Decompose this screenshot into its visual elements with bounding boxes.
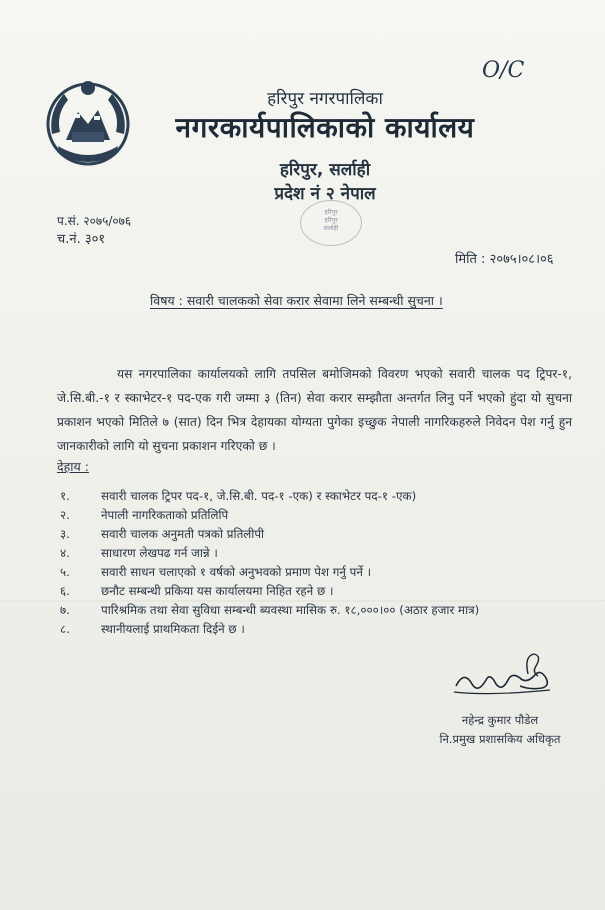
date-label: मिति : xyxy=(455,252,486,267)
list-text: सवारी साधन चलाएको १ वर्षको अनुभवको प्रमाण पेश गर्नु पर्ने । xyxy=(101,565,372,579)
list-text: नेपाली नागरिकताको प्रतिलिपि xyxy=(101,508,229,522)
requirements-list xyxy=(57,488,587,640)
list-text: स्थानीयलाई प्राथमिकता दिईने छ । xyxy=(101,622,245,636)
list-number: ७. xyxy=(60,603,70,617)
list-number: ३. xyxy=(60,527,70,541)
list-number: ४. xyxy=(60,546,70,560)
list-number: ५. xyxy=(60,565,70,579)
nepal-emblem-icon xyxy=(38,72,138,172)
subject-line: विषय : सवारी चालकको सेवा करार सेवामा लिने सम्बन्धी सुचना । xyxy=(150,293,443,308)
list-item xyxy=(57,621,587,640)
list-text: सवारी चालक अनुमती पत्रको प्रतिलीपी xyxy=(101,527,265,541)
chalani-number: च.नं. ३०१ xyxy=(57,232,106,247)
address-line-1: हरिपुर, सर्लाही xyxy=(279,160,371,180)
list-text: सवारी चालक ट्रिपर पद-१, जे.सि.बी. पद-१ -एक) र स्काभेटर पद-१ -एक) xyxy=(101,489,417,503)
signatory-designation: नि.प्रमुख प्रशासकिय अधिकृत xyxy=(439,732,561,746)
list-item xyxy=(57,583,587,602)
list-item xyxy=(57,545,587,564)
address-line-2: प्रदेश नं २ नेपाल xyxy=(274,184,376,204)
date-value: २०७५।०८।०६ xyxy=(489,252,554,267)
stamp-text-3: सर्लाही xyxy=(323,225,339,232)
patra-sankhya: प.सं. २०७५/०७६ xyxy=(57,214,132,228)
list-number: ८. xyxy=(60,622,70,636)
stamp-text-2: हरिपुर xyxy=(324,217,338,224)
signature-image xyxy=(450,650,560,700)
date-line xyxy=(455,249,554,267)
municipality-name: हरिपुर नगरपालिका xyxy=(267,89,383,109)
list-number: २. xyxy=(60,508,70,522)
office-title: नगरकार्यपालिकाको कार्यालय xyxy=(175,111,475,144)
list-number: ६. xyxy=(60,584,70,598)
list-item xyxy=(57,488,587,507)
list-item xyxy=(57,564,587,583)
list-text: पारिश्रमिक तथा सेवा सुविधा सम्बन्धी ब्यवस्था मासिक रु. १८,०००।०० (अठार हजार मात्र) xyxy=(101,603,480,617)
handwritten-oc-mark: O/C xyxy=(482,58,525,83)
stamp-text-1: हरिपुर xyxy=(324,209,338,216)
list-item xyxy=(57,526,587,545)
list-item xyxy=(57,507,587,526)
notice-body: यस नगरपालिका कार्यालयको लागि तपसिल बमोजिमको विवरण भएको सवारी चालक पद ट्रिपर-१, जे.सि.बी.-१ र स्काभेटर-१ पद-एक गरी जम्मा ३ (तिन) सेवा करार सम्झौता अन्तर्गत लिनु पर्ने भएको हुंदा यो सुचना प्रकाशन भएको मितिले ७ (सात) दिन भित्र देहायका योग्यता पुगेका इच्छुक नेपाली नागरिकहरुले निवेदन पेश गर्नु हुन जानकारीको लागि यो सुचना प्रकाशन गरिएको छ । xyxy=(57,367,572,453)
list-number: १. xyxy=(60,489,70,503)
list-item xyxy=(57,602,587,621)
list-text: साधारण लेखपढ गर्न जान्ने । xyxy=(101,546,218,560)
requirements-title: देहाय : xyxy=(57,459,89,474)
office-stamp xyxy=(300,200,362,246)
list-text: छनौट सम्बन्धी प्रकिया यस कार्यालयमा निहित रहने छ । xyxy=(101,584,334,598)
signatory-name: नहेन्द्र कुमार पौडेल xyxy=(461,713,539,727)
